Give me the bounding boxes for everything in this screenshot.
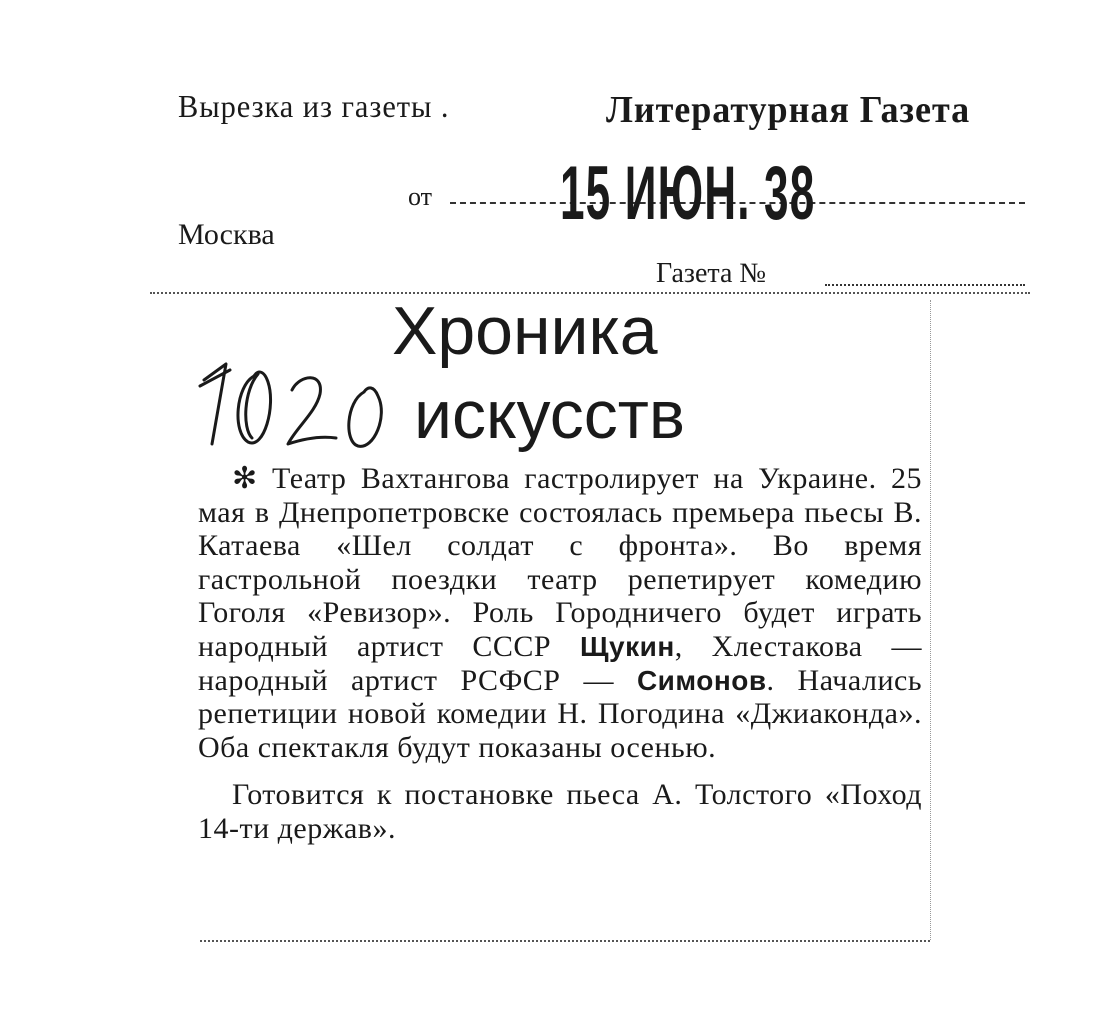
article-paragraph: Готовится к постановке пьеса А. Толстого «Поход 14-ти держав».	[198, 778, 922, 845]
issue-number-underline	[825, 284, 1025, 286]
bold-name: Щукин	[579, 630, 675, 662]
issue-number-label: Газета №	[656, 258, 767, 289]
headline-line-2: искусств	[414, 377, 686, 453]
paragraph-text: , Хлестакова — народный артист РСФСР —	[198, 629, 922, 697]
handwritten-note	[196, 346, 396, 456]
bottom-divider	[200, 940, 930, 942]
paragraph-text: Театр Вахтангова гастролирует на Украине. 25 мая в Днепропетровске состоялась премьера пьесы В. Катаева «Шел солдат с фронта». Во время гастрольной поездки театр репетирует комедию Гоголя «Ревизор». Роль Городничего будет играть народный артист СССР	[198, 462, 922, 663]
headline-line-1: Хроника	[392, 293, 658, 369]
article-paragraph: ✻ Театр Вахтангова гастролирует на Украине. 25 мая в Днепропетровске состоялась премьера пьесы В. Катаева «Шел солдат с фронта». Во время гастрольной поездки театр репетирует комедию Гоголя «Ревизор». Роль Городничего будет играть народный артист СССР Щукин, Хлестакова — народный артист РСФСР — Симонов. Начались репетиции новой комедии Н. Погодина «Джиаконда». Оба спектакля будут показаны осенью.	[198, 462, 922, 764]
city-label: Москва	[178, 218, 275, 251]
bold-name: Симонов	[636, 664, 767, 696]
column-edge	[930, 300, 931, 940]
newspaper-name: Литературная Газета	[606, 89, 971, 131]
article-body	[198, 462, 922, 846]
paragraph-text: . Начались репетиции новой комедии Н. Погодина «Джиаконда». Оба спектакля будут показаны осенью.	[198, 663, 922, 764]
date-stamp: 15 ИЮН. 38	[560, 151, 816, 236]
date-prefix-label: от	[408, 182, 433, 211]
source-label: Вырезка из газеты .	[178, 88, 450, 124]
